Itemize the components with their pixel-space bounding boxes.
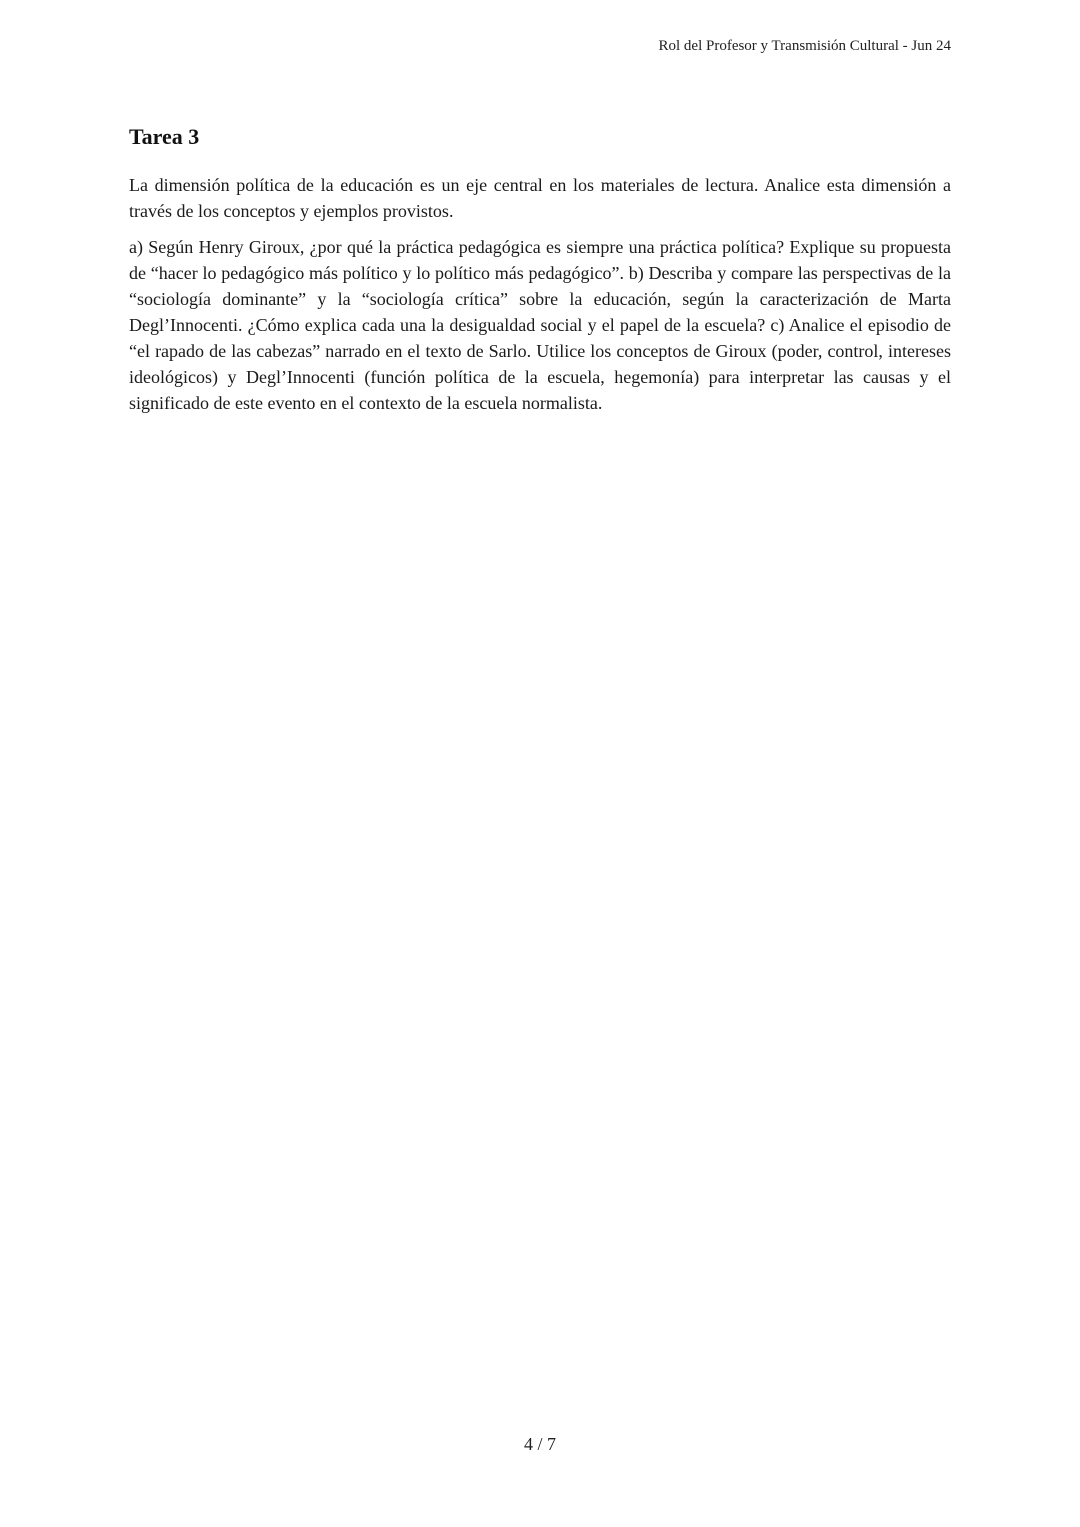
intro-paragraph: La dimensión política de la educación es un eje central en los materiales de lectura. Analice esta dimensión a través de los conceptos y ejemplos provistos. <box>129 175 951 221</box>
questions-paragraph: a) Según Henry Giroux, ¿por qué la práctica pedagógica es siempre una práctica política? Explique su propuesta de “hacer lo pedagógico más político y lo político más pedagógico”. b) Describa y compare las perspectivas de la “sociología dominante” y la “sociología crítica” sobre la educación, según la caracterización de Marta Degl’Innocenti. ¿Cómo explica cada una la desigualdad social y el papel de la escuela? c) Analice el episodio de “el rapado de las cabezas” narrado en el texto de Sarlo. Utilice los conceptos de Giroux (poder, control, intereses ideológicos) y Degl’Innocenti (función política de la escuela, hegemonía) para interpretar las causas y el significado de este evento en el contexto de la escuela normalista. <box>129 237 951 413</box>
page-content <box>129 122 951 416</box>
section-title: Tarea 3 <box>129 124 200 149</box>
page-number: 4 / 7 <box>523 1434 556 1454</box>
running-header: Rol del Profesor y Transmisión Cultural - Jun 24 <box>658 38 951 54</box>
